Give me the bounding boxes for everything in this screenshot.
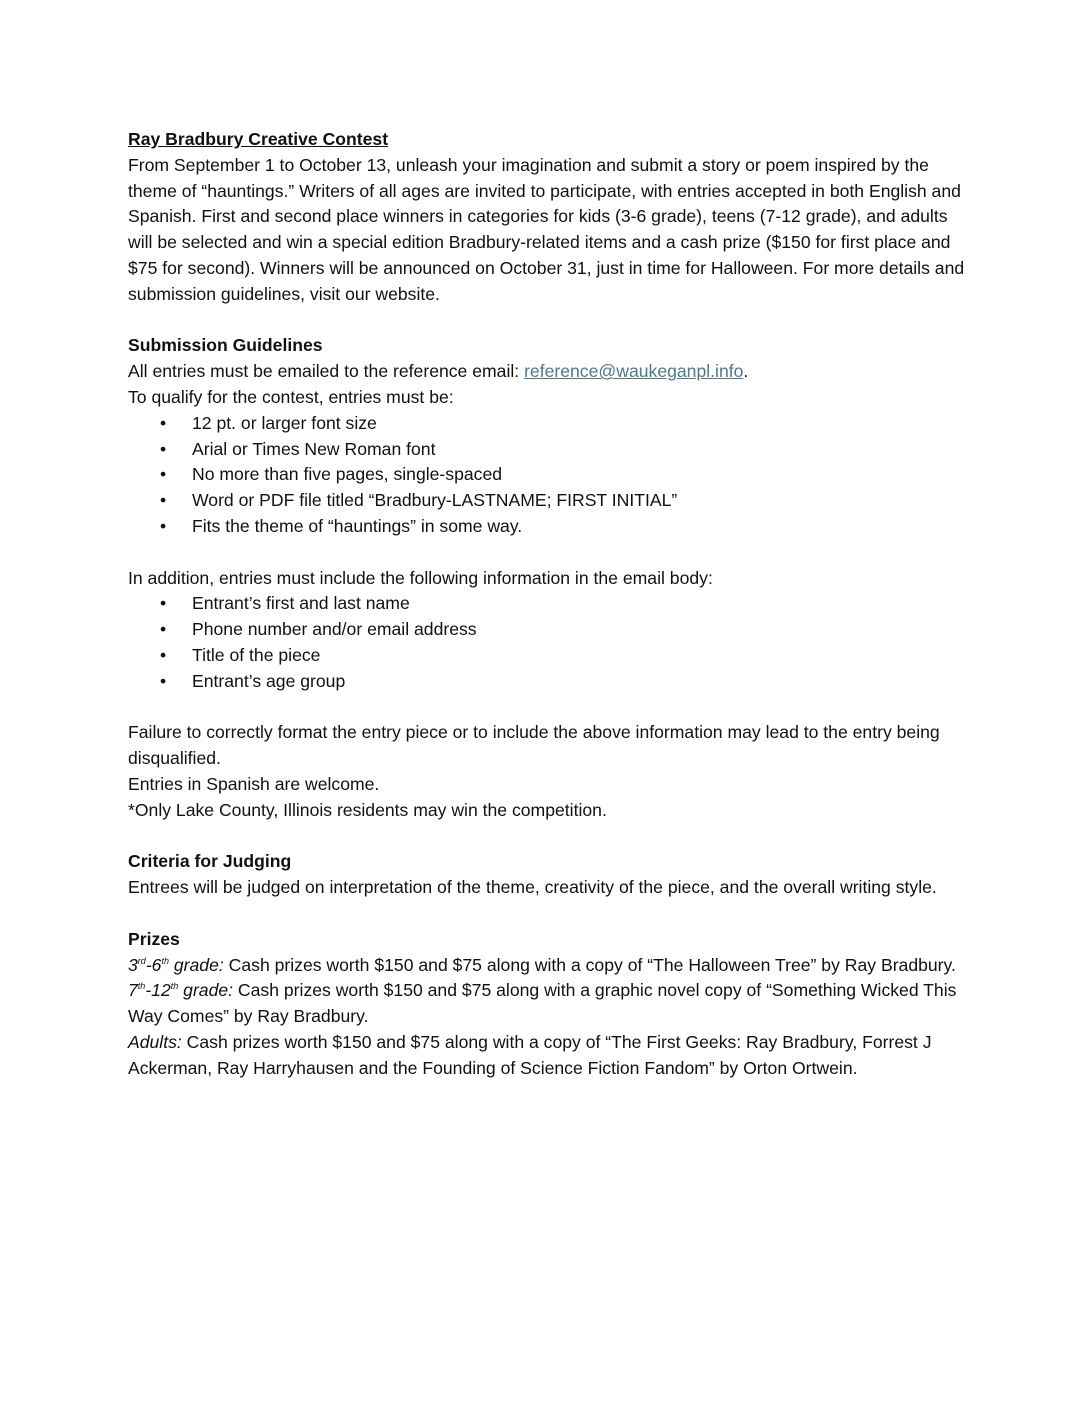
list-item-text: 12 pt. or larger font size — [192, 412, 377, 433]
list-item — [128, 617, 968, 643]
bullet-icon: • — [160, 670, 167, 691]
prizes-heading: Prizes — [128, 928, 180, 949]
grade-ordinal: rd — [137, 955, 146, 966]
grade-ordinal: th — [170, 981, 179, 992]
list-item-text: Entrant’s age group — [192, 670, 346, 691]
judging-heading: Criteria for Judging — [128, 851, 292, 872]
grade-ordinal: th — [161, 955, 169, 966]
list-item — [128, 643, 968, 669]
list-item — [128, 669, 968, 695]
list-item — [128, 462, 968, 488]
bullet-icon: • — [160, 412, 167, 433]
prize-kids-text: Cash prizes worth $150 and $75 along with a copy of “The Halloween Tree” by Ray Bradbury. — [223, 954, 956, 975]
list-item-text: Title of the piece — [192, 644, 321, 665]
grade-suffix: grade: — [168, 954, 224, 975]
list-item-text: Word or PDF file titled “Bradbury-LASTNAME; FIRST INITIAL” — [192, 490, 678, 511]
list-item — [128, 514, 968, 540]
prize-teens-label — [128, 980, 233, 1000]
contest-intro: From September 1 to October 13, unleash your imagination and submit a story or poem inspired by the theme of “hauntings.” Writers of all ages are invited to participate, with entries accepted in both English and Spanish. First and second place winners in categories for kids (3-6 grade), teens (7-12 grade), and adults will be selected and win a special edition Bradbury-related items and a cash prize ($150 for first place and $75 for second). Winners will be announced on October 31, just in time for Halloween. For more details and submission guidelines, visit our website. — [128, 154, 965, 304]
bullet-icon: • — [160, 490, 167, 511]
email-suffix: . — [743, 361, 749, 382]
grade-number: 3 — [128, 954, 138, 975]
email-line — [128, 359, 968, 385]
requirements-list — [128, 411, 968, 540]
spacer — [128, 308, 968, 334]
qualify-text: To qualify for the contest, entries must be: — [128, 386, 454, 407]
grade-number: -12 — [145, 980, 171, 1001]
grade-ordinal: th — [137, 981, 146, 992]
list-item — [128, 411, 968, 437]
bullet-icon: • — [160, 464, 167, 485]
bullet-icon: • — [160, 593, 167, 614]
grade-suffix: grade: — [178, 980, 234, 1001]
prize-adults — [128, 1030, 968, 1082]
list-item — [128, 591, 968, 617]
list-item-text: Entrant’s first and last name — [192, 593, 410, 614]
email-prefix: All entries must be emailed to the reference email: — [128, 361, 525, 382]
bullet-icon: • — [160, 644, 167, 665]
spanish-note: Entries in Spanish are welcome. — [128, 773, 380, 794]
list-item-text: Phone number and/or email address — [192, 619, 477, 640]
bullet-icon: • — [160, 619, 167, 640]
email-link[interactable]: reference@waukeganpl.info — [524, 361, 744, 382]
spacer — [128, 540, 968, 566]
residents-note: *Only Lake County, Illinois residents may win the competition. — [128, 799, 607, 820]
spacer — [128, 901, 968, 927]
list-item-text: Fits the theme of “hauntings” in some way. — [192, 515, 523, 536]
info-list — [128, 591, 968, 694]
prize-teens-text: Cash prizes worth $150 and $75 along with a graphic novel copy of “Something Wicked This Way Comes” by Ray Bradbury. — [128, 980, 957, 1027]
document-page — [128, 127, 968, 1081]
prize-kids-label — [128, 955, 224, 975]
failure-note: Failure to correctly format the entry piece or to include the above information may lead to the entry being disqualified. — [128, 722, 940, 769]
bullet-icon: • — [160, 438, 167, 459]
grade-number: 7 — [128, 980, 138, 1001]
spacer — [128, 695, 968, 721]
grade-number: -6 — [145, 954, 162, 975]
prize-kids — [128, 953, 968, 979]
contest-title: Ray Bradbury Creative Contest — [128, 129, 389, 149]
prize-teens — [128, 978, 968, 1030]
submission-heading: Submission Guidelines — [128, 335, 323, 356]
judging-text: Entrees will be judged on interpretation of the theme, creativity of the piece, and the overall writing style. — [128, 877, 937, 898]
list-item — [128, 437, 968, 463]
bullet-icon: • — [160, 515, 167, 536]
list-item — [128, 488, 968, 514]
prize-adults-label: Adults: — [128, 1031, 182, 1052]
prize-adults-text: Cash prizes worth $150 and $75 along with a copy of “The First Geeks: Ray Bradbury, Forrest J Ackerman, Ray Harryhausen and the Founding of Science Fiction Fandom” by Orton Ortwein. — [128, 1031, 932, 1078]
info-intro: In addition, entries must include the following information in the email body: — [128, 567, 713, 588]
list-item-text: No more than five pages, single-spaced — [192, 464, 503, 485]
list-item-text: Arial or Times New Roman font — [192, 438, 436, 459]
spacer — [128, 824, 968, 850]
